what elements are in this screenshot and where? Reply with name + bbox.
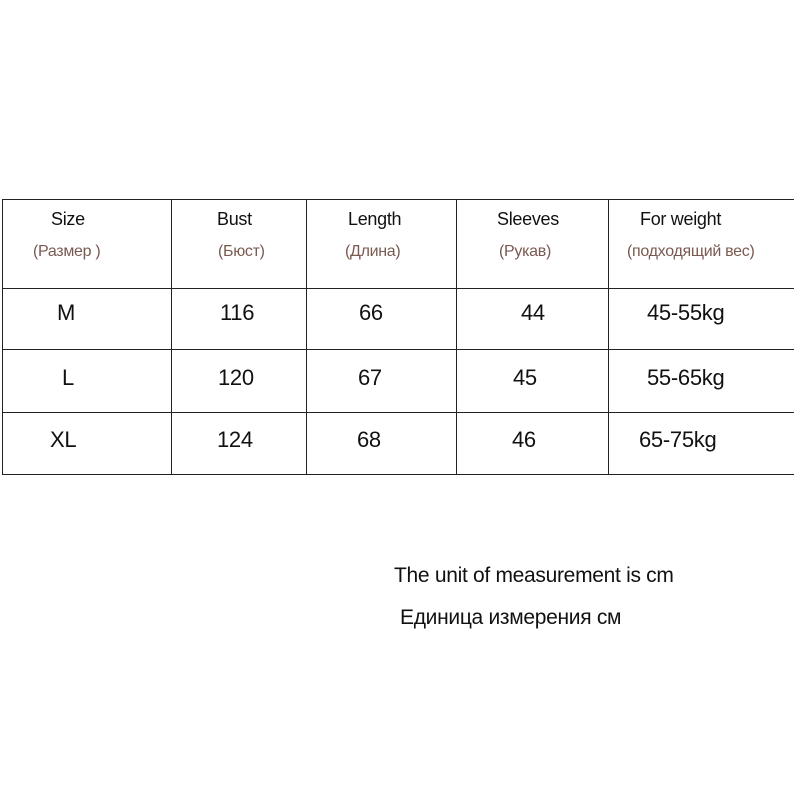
length-value: 68 (357, 427, 381, 452)
header-cell-weight (609, 200, 794, 289)
header-cell-sleeves (457, 200, 609, 289)
header-length-label-ru: (Длина) (345, 243, 401, 260)
bust-value: 116 (220, 300, 255, 325)
size-chart (2, 199, 793, 474)
table-row (3, 350, 794, 413)
sleeves-value: 45 (513, 365, 537, 390)
length-value: 66 (359, 300, 383, 325)
size-value: XL (50, 427, 77, 452)
bust-value: 124 (217, 427, 253, 452)
header-bust-label-ru: (Бюст) (218, 243, 265, 260)
header-sleeves-label: Sleeves (497, 209, 559, 229)
header-length-label: Length (348, 209, 402, 229)
header-bust-label: Bust (217, 209, 252, 229)
header-cell-size (3, 200, 172, 289)
bust-value: 120 (218, 365, 254, 390)
unit-note-russian: Единица измерения см (400, 606, 622, 629)
size-table (2, 199, 794, 475)
weight-value: 55-65kg (647, 365, 725, 390)
table-row (3, 413, 794, 475)
sleeves-value: 44 (521, 300, 545, 325)
length-value: 67 (358, 365, 382, 390)
weight-value: 65-75kg (639, 427, 717, 452)
size-value: M (57, 300, 76, 325)
header-row (3, 200, 794, 289)
header-cell-bust (172, 200, 307, 289)
header-size-label-ru: (Размер ) (33, 243, 101, 260)
header-cell-length (307, 200, 457, 289)
weight-value: 45-55kg (647, 300, 725, 325)
unit-note-english: The unit of measurement is cm (394, 564, 674, 587)
header-weight-label: For weight (640, 209, 722, 229)
header-sleeves-label-ru: (Рукав) (499, 243, 551, 260)
sleeves-value: 46 (512, 427, 536, 452)
size-value: L (62, 365, 74, 390)
header-size-label: Size (51, 209, 85, 229)
header-weight-label-ru: (подходящий вес) (627, 243, 755, 260)
table-row (3, 289, 794, 350)
